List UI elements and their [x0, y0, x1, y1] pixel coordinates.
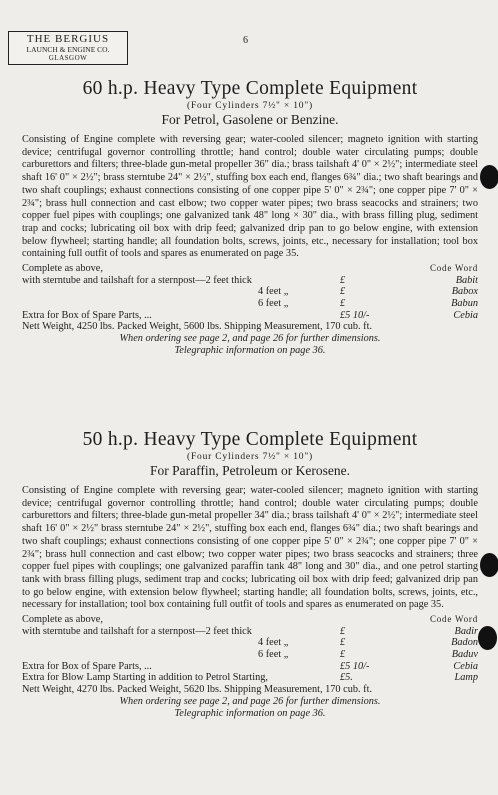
equipment-description: Consisting of Engine complete with reversing gear; water-cooled silencer; magneto ignition with starting device; centrifugal governor controlling throttle; hand control; double water circulating pumps; double carburettors and filters; three-blade gun-metal propeller 36" dia.; brass tailshaft 4' 0" × 2½"; intermediate steel shaft 16' 0" × 2½"; brass sterntube 24" × 2½", stuffing box each end, flanges 6¾" dia.; two shaft bearings and two shaft couplings; exhaust connections consisting of one copper pipe 5' 0" × 2¾"; one copper pipe 7' 0" × 2¾"; brass hull connection and cast elbow; two copper water pipes; two brass seacocks and strainers; two copper fuel pipes with couplings; one galvanized tank 48" long × 30" dia., with brass filling plug, sediment trap and cocks; lubricating oil box with drip feed; galvanized drip pan to go below engine, with extension below flywheel; starting handle; all foundation bolts, screws, joints, etc., necessary for installation; tool box containing full outfit of tools and spares as enumerated on page 35. [22, 134, 478, 260]
price-row-price: £ [340, 637, 346, 649]
price-table [22, 263, 478, 333]
price-row-label: Extra for Blow Lamp Starting in addition to Petrol Starting, [22, 672, 268, 684]
price-row-code: Baduv [451, 649, 478, 661]
price-row-code: Babun [451, 298, 478, 310]
section-title: 60 h.p. Heavy Type Complete Equipment [82, 78, 418, 99]
equipment-section-50hp [22, 429, 478, 720]
price-row-label: Extra for Box of Spare Parts, ... [22, 309, 152, 321]
code-word-header: Code Word [429, 614, 478, 625]
price-row-price: £ [340, 286, 346, 298]
ordering-note: When ordering see page 2, and page 26 for further dimensions. [119, 333, 381, 345]
logo-line-1: THE BERGIUS [26, 33, 110, 45]
fuel-type: For Paraffin, Petroleum or Kerosene. [150, 463, 350, 478]
weights-row [22, 684, 478, 696]
fuel-type: For Petrol, Gasolene or Benzine. [161, 112, 339, 127]
weights-text: Nett Weight, 4250 lbs. Packed Weight, 5600 lbs. Shipping Measurement, 170 cub. ft. [22, 321, 373, 333]
weights-text: Nett Weight, 4270 lbs. Packed Weight, 5620 lbs. Shipping Measurement, 170 cub. ft. [22, 684, 373, 696]
price-row-code: Babox [451, 286, 478, 298]
cylinder-spec: (Four Cylinders 7½" × 10") [186, 101, 313, 111]
price-row-code: Cebia [453, 309, 478, 321]
code-word-header: Code Word [429, 263, 478, 274]
price-row-length: 4 feet „ [258, 286, 289, 298]
price-row [22, 263, 478, 275]
telegraphic-note: Telegraphic information on page 36. [174, 707, 326, 719]
price-row [22, 661, 478, 673]
price-row-code: Badon [451, 637, 478, 649]
price-row-price: £5 10/- [340, 309, 370, 321]
price-row-code: Babit [455, 274, 478, 286]
price-row-code: Cebia [453, 660, 478, 672]
price-row-price: £5. [340, 672, 353, 684]
page-number: 6 [243, 35, 248, 46]
price-row-label: with sterntube and tailshaft for a sternpost—2 feet thick [22, 274, 252, 286]
price-row-code: Lamp [454, 672, 478, 684]
logo-line-3: GLASGOW [48, 54, 88, 62]
price-row [22, 275, 478, 287]
price-row [22, 286, 478, 298]
price-row-length: 6 feet „ [258, 649, 289, 661]
price-row-price: £5 10/- [340, 660, 370, 672]
equipment-description: Consisting of Engine complete with reversing gear; water-cooled silencer; magneto ignition with starting device; centrifugal governor controlling throttle; hand control; double water circulating pumps; double carburettors and filters; three-blade gun-metal propeller 34" dia.; brass tailshaft 4' 0" × 2½"; intermediate steel shaft 16' 0" × 2½" brass sterntube 24" × 2½", stuffing box each end, flanges 6¾" dia.; two shaft bearings and two shaft couplings; exhaust connections consisting of one copper pipe 5' 0" × 2¾"; one copper pipe 7' 0" × 2¾"; brass hull connection and cast elbow; two copper water pipes; two brass seacocks and strainers; three copper fuel pipes with couplings; one galvanized paraffin tank 48" long and 30" dia., and one petrol starting tank with brass filling plugs, sediment trap and cocks; lubricating oil box with drip feed; galvanized drip pan to go below engine, with extension below flywheel; starting handle; all foundation bolts, screws, joints, etc., necessary for installation; tool box containing full outfit of tools and spares as enumerated on page 35. [22, 485, 478, 611]
price-row-price: £ [340, 649, 346, 661]
price-row-price: £ [340, 298, 346, 310]
price-row-price: £ [340, 625, 346, 637]
price-row [22, 626, 478, 638]
company-logo [8, 31, 128, 65]
ordering-note: When ordering see page 2, and page 26 for further dimensions. [119, 695, 381, 707]
price-row-label: with sterntube and tailshaft for a sternpost—2 feet thick [22, 625, 252, 637]
price-row [22, 672, 478, 684]
telegraphic-note: Telegraphic information on page 36. [174, 345, 326, 357]
binder-hole-icon [478, 626, 497, 650]
section-title: 50 h.p. Heavy Type Complete Equipment [82, 429, 418, 450]
weights-row [22, 321, 478, 333]
binder-hole-icon [480, 553, 498, 577]
equipment-section-60hp [22, 78, 478, 357]
price-row-length: 4 feet „ [258, 637, 289, 649]
price-row-label: Complete as above, [22, 614, 103, 626]
logo-line-2: LAUNCH & ENGINE CO. [26, 45, 110, 54]
price-row-length: 6 feet „ [258, 298, 289, 310]
price-row-label: Complete as above, [22, 263, 103, 275]
price-row [22, 310, 478, 322]
price-row-code: Badir [454, 625, 478, 637]
price-row [22, 298, 478, 310]
price-row [22, 614, 478, 626]
price-row-label: Extra for Box of Spare Parts, ... [22, 660, 152, 672]
price-table [22, 614, 478, 696]
cylinder-spec: (Four Cylinders 7½" × 10") [186, 452, 313, 462]
binder-hole-icon [480, 165, 498, 189]
price-row [22, 649, 478, 661]
price-row [22, 637, 478, 649]
price-row-price: £ [340, 274, 346, 286]
